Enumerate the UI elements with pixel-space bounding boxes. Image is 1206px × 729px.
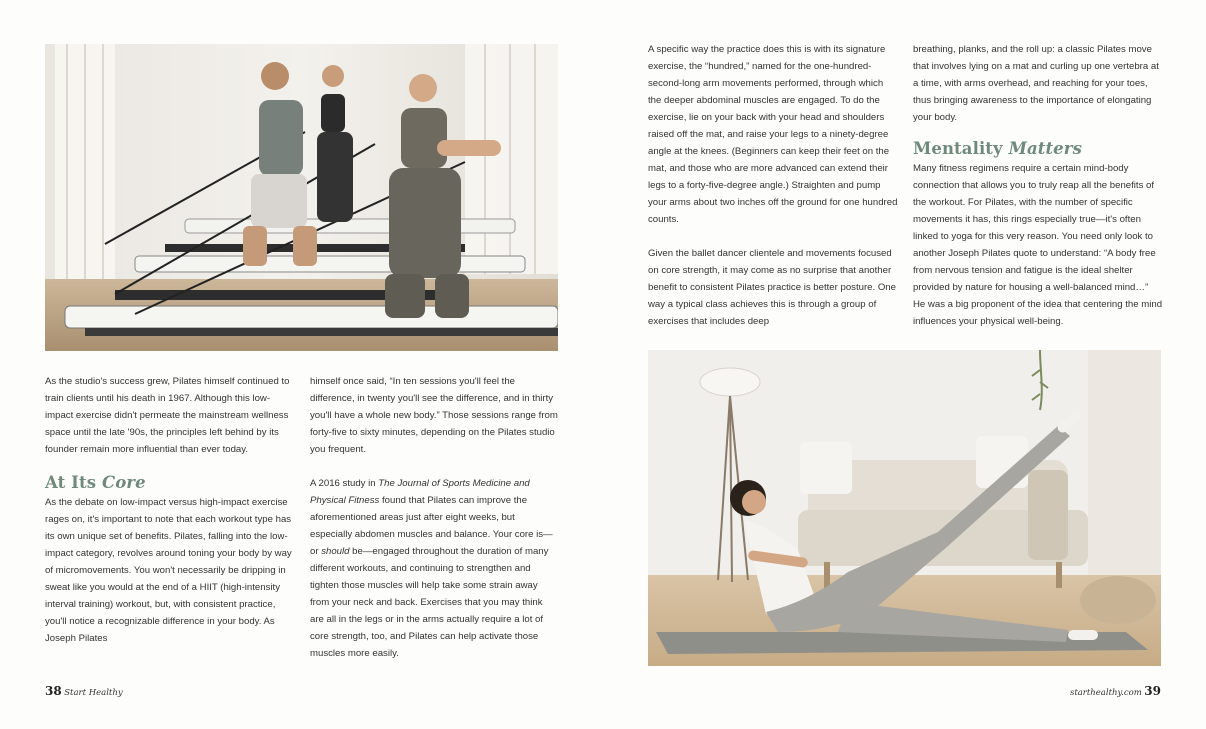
section-heading-mentality-matters <box>913 138 1163 159</box>
page-number: 39 <box>1144 684 1161 698</box>
page-number: 38 <box>45 684 62 698</box>
left-column-1 <box>45 373 293 647</box>
paragraph: breathing, planks, and the roll up: a classic Pilates move that involves lying on a mat and curling up one vertebra at a time, with arms overhead, and reaching for your toes, thus bringing awareness to the importance of elongating your body. <box>913 44 1159 123</box>
paragraph: As the studio's success grew, Pilates himself continued to train clients until his death in 1967. Although this low-impact exercise didn't permeate the mainstream wellness space until the late '90s, the principles left behind by its founder remain more influential than ever today. <box>45 376 290 455</box>
journal-title: The Journal of Sports Medicine and Physical Fitness <box>310 478 530 506</box>
text-run: A 2016 study in <box>310 478 379 489</box>
text-run: be—engaged throughout the duration of many different workouts, and continuing to strengthen and tighten those muscles will help take some strain away from your neck and back. Exercises that you may think are all in the legs or in the arms actually require a lot of core strength, too, and Pilates can help activate those muscles more easily. <box>310 546 549 659</box>
paragraph: A specific way the practice does this is with its signature exercise, the “hundred,” named for the one-hundred-second-long arm movements performed, through which the deeper abdominal muscles are engaged. To do the exercise, lie on your back with your head and shoulders raised off the mat, and raise your legs to a ninety-degree angle at the knees. (Beginners can keep their feet on the mat, and those who are more advanced can extend their legs to a forty-five-degree angle.) Straighten and pump your arms about two inches off the ground for one hundred counts. <box>648 44 898 225</box>
right-column-1 <box>648 41 898 330</box>
text-run: found that Pilates can improve the aforementioned areas just after eight weeks, but especially abdomen muscles and balance. Your core is—or <box>310 495 553 557</box>
heading-text-italic: Matters <box>1008 139 1082 158</box>
heading-text: At Its <box>45 473 97 492</box>
footer-label: Start Healthy <box>64 688 123 698</box>
paragraph: As the debate on low-impact versus high-impact exercise rages on, it's important to note that each workout type has its own unique set of benefits. Pilates, falling into the low-impact category, revolves around toning your body by way of micromovements. You won't necessarily be dripping in sweat like you would at the end of a HIIT (high-intensity interval training) workout, but, with consistent practice, you'll notice a recognizable difference in your body. As Joseph Pilates <box>45 497 292 644</box>
left-column-2 <box>310 373 558 662</box>
paragraph: Many fitness regimens require a certain mind-body connection that allows you to truly reap all the benefits of the workout. For Pilates, with the number of specific movements it has, this rings especially true—it's often linked to yoga for this very reason. You need only look to another Joseph Pilates quote to understand: “A body free from nervous tension and fatigue is the ideal shelter provided by nature for housing a well-balanced mind…” He was a big proponent of the idea that centering the mind influences your physical well-being. <box>913 163 1163 327</box>
right-page-footer <box>1070 684 1161 698</box>
right-column-2 <box>913 41 1163 330</box>
side-leg-lift-photo <box>648 350 1161 666</box>
paragraph: himself once said, “In ten sessions you'll feel the difference, in twenty you'll see the difference, and in thirty you'll have a whole new body.” Those sessions range from forty-five to sixty minutes, depending on the Pilates studio you frequent. <box>310 376 558 455</box>
section-heading-at-its-core <box>45 472 293 493</box>
heading-text: Mentality <box>913 139 1003 158</box>
emphasis: should <box>321 546 350 557</box>
paragraph: Given the ballet dancer clientele and movements focused on core strength, it may come as no surprise that another benefit to consistent Pilates practice is better posture. One way a typical class achieves this is through a group of exercises that includes deep <box>648 248 896 327</box>
reformer-class-photo <box>45 44 558 351</box>
footer-url: starthealthy.com <box>1069 688 1142 698</box>
left-page-footer <box>45 684 123 698</box>
paragraph <box>310 475 558 662</box>
heading-text-italic: Core <box>101 473 146 492</box>
